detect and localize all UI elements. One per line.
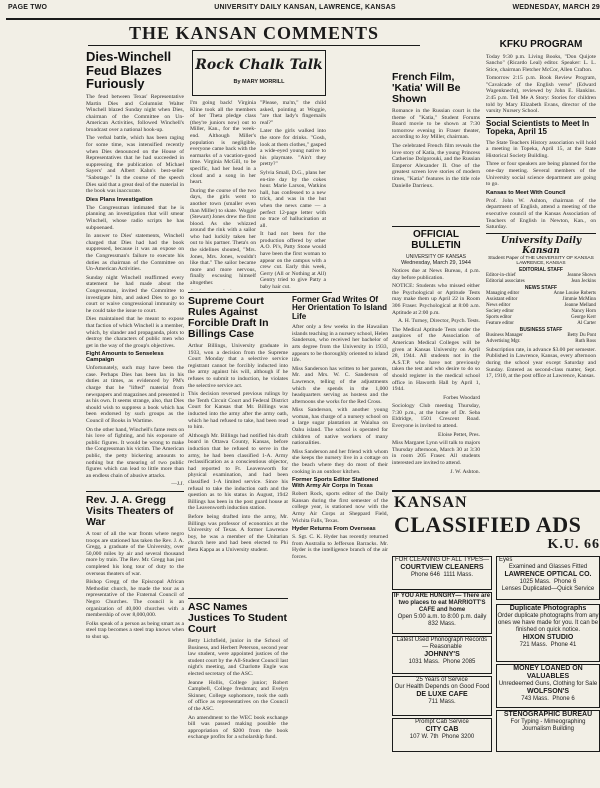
ad-address: 832 Mass. (428, 621, 456, 627)
staff-person: Anne Louise Roberts (553, 290, 596, 296)
bulletin-subtitle: UNIVERSITY OF KANSAS (406, 254, 466, 260)
ad-title: JOHNNY'S (424, 651, 460, 658)
dies-paragraph: The feud between Texas' Representative Martin Dies and Columnist Walter Winchell blazed Sunday night when Dies, chairman of the Committee on Un-American Activities, followed Winchell's broadcast over a national hook-up. (86, 93, 184, 133)
section-rule (486, 117, 596, 118)
ad-text (393, 572, 491, 579)
rock-chalk-column-2 (260, 100, 326, 290)
supreme-court-paragraph: Arthur Billings, University graduate in 1933, won a decision from the Supreme Court Monday that a selective service registrant cannot be forcibly inducted into the army against his will, although if he refuses to submit to induction, he violates the selective service act. (188, 343, 288, 389)
staff-person: Jean Jeckins (571, 278, 596, 284)
staff-role: Sports editor (486, 314, 512, 320)
kfku-paragraph: Today 9:30 p.m. Living Books, "Don Quijote Sancho" (Ricardo Leal) editor. Speaker: L. L. Stice, chairman Fletcher McCor, Allen Crafton. (486, 53, 596, 73)
bulletin-signature: J. W. Ashton. (450, 468, 480, 475)
staff-row (486, 339, 596, 345)
staff-directory (486, 273, 596, 285)
supreme-court-paragraph: Although Mr. Billings had notified his draft board in Ottawa County, Kansas, before induction that he refused to serve in the army, he had been classified 1-A. Army reclassification as a conscientious objector, had reported to Ft. Leavenworth for physical examination, and had been classified 1-A limited service. Since his refusal to take the induction oath and the question as to his status in August, 1942 Billings has been in the post guard house at the Leavenworth induction station. (188, 432, 288, 512)
ad-city-cab (392, 718, 492, 752)
business-staff-label: BUSINESS STAFF (519, 326, 563, 333)
ad-text: For Typing - Mimeographing Journalism Building (510, 719, 586, 732)
paper-name: UNIVERSITY DAILY KANSAN, LAWRENCE, KANSAS (214, 4, 396, 11)
staff-role: Feature editor (486, 320, 514, 326)
ad-hixon-studio (496, 604, 600, 662)
former-grad-subhead: Hyder Returns From Overseas (292, 526, 376, 533)
masthead-subtitle: Student Paper of THE UNIVERSITY OF KANSAS (488, 255, 594, 261)
rock-chalk-paragraph (190, 289, 256, 290)
section-rule (188, 292, 332, 293)
masthead-title: University Daily Kansan (500, 235, 582, 256)
staff-person: George Kerr (570, 314, 596, 320)
rev-gregg-headline: Rev. J. A. Gregg Visits Theaters of War (86, 493, 174, 529)
dies-subhead: Dies Plans Investigation (86, 196, 153, 203)
ad-text: Open 5:00 a.m. to 8:00 p.m. daily (397, 614, 487, 620)
former-grad-paragraph: Miss Sanderson has written to her parents, Mr. and Mrs. W. C. Sanderson of Lawrence, telling of the adjustments which she spends in the 1,000 headquarters serving as hostess and the afternoons she works for the Red Cross. (292, 365, 388, 405)
staff-role: Business Manager (486, 332, 523, 338)
staff-role: Managing editor (486, 290, 520, 296)
staff-role: Assistant editor (486, 296, 518, 302)
dies-headline: Dies-Winchell Feud Blazes Furiously (86, 50, 172, 92)
kansan-comments-banner: THE KANSAN COMMENTS (128, 23, 380, 43)
staff-directory (486, 291, 596, 327)
classified-phone-banner: K.U. 66 (547, 537, 600, 552)
rev-gregg-paragraph: Bishop Gregg of the Episcopal African Methodist church, he made the tour as a representative of the Fraternal Council of Negro Churches. The council is an organization of 40,000 churches with a membership of over 8,000,000. (86, 579, 184, 619)
french-film-paragraph: The celebrated French film reveals the love story of Katia, the young Princess Catherine Dolgorouki, and the Russian Emperor Alexander II. One of the greatest screen love stories of modern times, "Katia" features in the title role Danielle Darrieux. (392, 143, 480, 189)
ad-johnnys (392, 636, 492, 674)
ad-courtview (392, 556, 492, 590)
ad-title: LAWRENCE OPTICAL CO. (504, 571, 592, 578)
ad-title: STENOGRAPHIC BUREAU (503, 711, 593, 718)
asc-paragraph: An amendment to the WEC book exchange bill was passed making possible the appropriation of $200 from the book exchange profits for a scholarship fund. (188, 714, 288, 741)
bulletin-note: Notices due at News Bureau, 4 p.m. day before publication. (392, 268, 480, 281)
former-grad-paragraph: S. Sgt. C. K. Hyder has recently returned from Australia to Jefferson Barracks. Mr. Hyder is the intelligence branch of the air forces. (292, 534, 388, 560)
dies-paragraph: Sunday night Winchell reaffirmed every statement he had made about the Congressman, invited the Committee to investigate him, and asked Dies to go to court or waive congressional immunity so he could take the issue to court. (86, 274, 184, 314)
ad-address: 743 Mass. (521, 696, 549, 702)
social-paragraph: Three or four speakers are being planned for the one-day meeting. Several members of the University social science department are going to go. (486, 161, 596, 188)
bulletin-item: Sociology Club meeting Thursday, 7:30 p.m., at the home of Dr. Seba Eldridge, 1501 Crescent Road. Everyone is invited to attend. (392, 403, 480, 430)
staff-person: Al Carter (577, 320, 596, 326)
supreme-court-headline: Supreme Court Rules Against Forcible Draft In Billings Case (188, 296, 269, 341)
ad-title: CITY CAB (425, 726, 459, 733)
bulletin-signature: Forbes Woodard (443, 394, 480, 401)
staff-person: Jimmie McMinn (562, 296, 596, 302)
ad-phone: Phone 3200 (441, 734, 475, 740)
kansas-council-paragraph: Prof. John W. Ashton, chairman of the department of English, attend a meeting of the executive council of the Kansas Association of Teachers of English in Newton, Kan., on Saturday. (486, 197, 596, 231)
classified-banner-ads: CLASSIFIED ADS (394, 512, 582, 537)
supreme-court-paragraph: Before being drafted into the army, Mr. Billings was professor of economics at the University of Texas. A former Lawrence boy, he was a member of the Unitarian church here and had been elected to Phi Beta Kappa as a University student. (188, 513, 288, 553)
staff-person: Jeanne Shown (567, 272, 596, 278)
page-number: PAGE TWO (8, 4, 48, 11)
former-grad-headline: Former Grad Writes Of Her Orientation To Island Life (292, 296, 387, 321)
bulletin-date: Wednesday, March 29, 1944 (401, 260, 471, 266)
ad-text: Lenses Duplicated—Quick Service (501, 586, 595, 592)
asc-paragraph: Betty Lichtfield, junior in the School of Business, and Herbert Peterson, second year law student, were appointed justices of the student court by the All-Student Council last night's meeting, and Charlotte Engle was elected secretary of the ASC. (188, 638, 288, 678)
rock-chalk-box (192, 50, 326, 96)
kfku-title: KFKU PROGRAM (499, 40, 583, 50)
news-staff-label: NEWS STAFF (524, 284, 558, 291)
dies-paragraph: Unfortunately, such may have been the case. Perhaps Dies has been lax in his duties at times, as evidenced by PM's charge that he "lifted" material from newspapers and magazines and presented it as his own. It seems strange, also, that Dies should wish to suppress a book which has been endorsed by such groups as the Council of Books in Wartime. (86, 365, 184, 425)
dies-paragraph: The Congressman intimated that he is planning an investigation that will smear Winchell, whose radio scripts he has subpoenaed. (86, 204, 184, 231)
staff-role: Editor-in-chief (486, 272, 516, 278)
bulletin-item: NOTICE: Students who missed either the Psychological or Aptitude Tests may make them up April 22 in Room 306 Fraser. Psychological at 8:00 a.m. Aptitude at 2:00 p.m. (392, 283, 480, 316)
ad-address: 1025 Mass. (519, 579, 551, 585)
ad-text (497, 696, 599, 703)
dies-paragraph: The verbal battle, which has been raging for some time, was intensified recently when Dies denounced on the House of Representatives that he had succeeded in suppressing the publication of Michael Sayers' and Albert Kahn's best-seller "Sabotage." In the course of the speech Dies said that a great deal of the material in the book was inaccurate. (86, 135, 184, 195)
right-column (486, 40, 596, 460)
bulletin-signature: Eloise Pettet, Pres. (438, 431, 480, 438)
ad-stenographic-bureau (496, 710, 600, 752)
bulletin-item: The Medical Aptitude Tests under the auspices of the Association of American Medical Colleges will be given at Kansas University on April 28, 1944. All students not in the A.S.T.P. who have not previously taken the test and who desire to do so should register in the medical school office in Haworth Hall by April 1, 1944. (392, 326, 480, 393)
column-editorial (86, 50, 184, 780)
supreme-court-paragraph: This decision reversed previous rulings by the Tenth Circuit Court and Federal District Court for Kansas that Mr. Billings was inducted into the army after the army oath, which he had refused to take, had been read to him. (188, 391, 288, 431)
ad-phone: Phone 6 (554, 579, 577, 585)
staff-directory (486, 333, 596, 345)
bulletin-signature: A. H. Turney, Director, Psych. Tests. (397, 318, 480, 325)
ad-title: HIXON STUDIO (522, 634, 574, 641)
bulletin-title: OFFICIAL BULLETIN (411, 229, 461, 251)
issue-date: WEDNESDAY, MARCH 29 (512, 4, 600, 11)
ad-text (497, 579, 599, 586)
ad-address: 107 W. 7th (409, 734, 439, 740)
rock-chalk-paragraph: Sylvia Small, D.G., plans her en-tire day by the cokes hour. Marie Larson, Watkins hall, has confessed to a new trick, and was in the hut when the news came — a perfect 12-page letter with no trace of hallucination at all. (260, 169, 326, 229)
classified-rule (392, 490, 600, 492)
social-paragraph: The State Teachers History association will hold a meeting in Topeka, April 15, at the State Historical Society Building. (486, 139, 596, 159)
staff-role: News editor (486, 302, 511, 308)
former-grad-paragraph: Miss Sanderson, with another young woman, has charge of a nursery school on a large sugar plantation at Waialua on Oahu island. The school is operated for children of native workers of many nationalities. (292, 407, 388, 447)
staff-role: Society editor (486, 308, 514, 314)
former-grad-paragraph: Miss Sanderson and her friend with whom she keeps the nursery live in a cottage on the beach where they do most of their cooking in an outdoor kitchen. (292, 448, 388, 475)
ad-phone: Phone 41 (550, 642, 577, 648)
ad-text: IF YOU ARE HUNGRY— There are two places to eat MARRIOTT'S CAFE and home (393, 593, 491, 613)
banner-rule (88, 45, 420, 46)
ad-address: 1111 Mass. (443, 572, 474, 578)
social-headline: Social Scientists to Meet In Topeka, April 15 (486, 118, 590, 137)
ad-title: COURTVIEW CLEANERS (400, 564, 484, 571)
masthead-location: LAWRENCE, KANSAS (516, 260, 566, 266)
ad-phone: Phone 646 (410, 572, 440, 578)
french-film-headline: French Film, 'Katia' Will Be Shown (392, 72, 461, 106)
dies-subhead: Fight Amounts to Senseless Campaign (86, 351, 164, 364)
rock-chalk-paragraph: "Please, ma'm," the child asked, pointing at Woggie, "are that lady's fingernails real?" (260, 100, 326, 126)
section-rule (188, 598, 288, 599)
dies-paragraph: In answer to Dies' statements, Winchell charged that Dies had had the book suppressed, because it was an expose on the Congressman's failure to execute his duties as chairman of the Committee on Un-American Activities. (86, 233, 184, 273)
staff-person: Betty Du Pont (567, 332, 596, 338)
former-grad-paragraph: After only a few weeks in the Hawaiian islands teaching in a nursery school, Helen Sanderson, who received her bachelor of arts degree from the University in 1933, appears to be thoroughly oriented to island life. (292, 324, 388, 364)
ad-text (393, 659, 491, 666)
kfku-paragraph: Tomorrow 2:15 p.m. Book Review Program, "Cavalcade of the English verse" (Edward Wagenknecht), reviewed by John E. Hankins. 2:45 p.m. Tell Me A Story: Stories for children told by Mary Elizabeth Evans, director of the varsity Nursery School. (486, 75, 596, 115)
rock-chalk-paragraph: Later the girls walked into the store for drinks. "Gosh, look at them clothes," gasped a wide-eyed young native to his playmate. "Ain't they pretty?" (260, 128, 326, 168)
staff-person: Nancy Horn (571, 308, 596, 314)
french-film-story (392, 72, 480, 222)
supreme-court-story (188, 296, 288, 596)
rock-chalk-paragraph: I'm going back! Virginia Kline took all the members of her Theta pledge class (they're juniors now) out to Miller, Kan., for the week-end. Although Miller's population is negligible, everyone came back with the earmarks of a vacation-good time. Virginia McGill, to be specific, had her head in a cloud and a song in her heart. (190, 100, 256, 186)
rock-chalk-paragraph: It had not been for the production offered by other A.O. Pi's, Patty Stone would have been the first woman to appear on the campus with a crew cut. Early this week, Gerry (All or Nothing at All) Gentry tried to give Patty a baby hair cut. (260, 231, 326, 290)
staff-person: Ruth Ross (575, 338, 596, 344)
rock-chalk-paragraph: During the course of the two days, the girls went to another town (smaller even than Miller) to skate. Woggie (Stewart) Jones drew the first blood. As she whizzed around the rink with a sailor who had luckily taken her out to his partner. Theta's on the sidelines shouted, "Mrs. Jones, Mrs. Jones, wouldn't like that." The sailor became more and more nervous, finally excusing himself altogether. (190, 187, 256, 287)
section-rule (86, 491, 184, 492)
rev-gregg-paragraph: A tour of all the war fronts where negro troops are stationed has taken the Rev. J. A. Gregg, a graduate of the University, over 50,000 miles by air and several thousand more by train. The Rev. Mr. Gregg has just completed his long tour of duty to the overseas theaters of war. (86, 531, 184, 577)
ad-marriotts (392, 592, 492, 634)
ad-phone: Phone 6 (552, 696, 575, 702)
ad-text: Unredeemed Guns, Clothing for Sale (498, 681, 598, 687)
french-film-paragraph: Romance in the Russian court is the theme of "Katia," Student Forums Board movie to be shown at 7:30 tomorrow evening in Fraser theater, according to Joy Miller, chairman. (392, 108, 480, 141)
staff-role: Advertising Mgr. (486, 338, 521, 344)
ad-text: Eyes (499, 557, 513, 563)
editorial-signature: —J.J. (171, 481, 184, 488)
ad-text (497, 642, 599, 649)
rev-gregg-paragraph: Folks speak of a person as being smart as a steel trap becomes a steel trap knows when to shut up. (86, 620, 184, 640)
staff-role: Editorial associates (486, 278, 525, 284)
section-rule (486, 233, 596, 234)
former-grad-subhead: Former Sports Editor Stationed With Army Air Corps in Texas (292, 477, 379, 490)
ad-text: Our Health Depends on Good Food (394, 684, 490, 690)
asc-paragraph: Jeanne Hollis, College junior; Robert Campbell, College freshman; and Evelyn Skinner, College sophomore, took the oath of office as representatives on the Council of the ASC. (188, 679, 288, 712)
ad-address: 711 Mass. (428, 699, 456, 705)
masthead-note: Subscription rate, in advance $3.00 per semester. Published in Lawrence, Kansas, every afternoon during the school year except Saturday and Sunday. Entered as second-class matter, Sept. 17, 1910, at the post office at Lawrence, Kansas. (486, 346, 596, 380)
ad-text: 25 Years of Service (416, 677, 468, 683)
bulletin-item: Miss Margaret Lynn will talk to majors Thursday afternoon, March 30 at 3:30 in room 205 Fraser. All students interested are invited to attend. (392, 440, 480, 467)
ad-phone: Phone 2085 (443, 659, 476, 665)
ad-text (393, 734, 491, 741)
ad-text: Examined and Glasses Fitted (508, 564, 588, 570)
ad-text: Latest Used Phonograph Records — Reasonable (396, 637, 488, 650)
asc-story (188, 602, 288, 782)
ad-lawrence-optical (496, 556, 600, 600)
asc-headline: ASC Names Justices To Student Court (188, 602, 287, 636)
classified-banner-kansan: KANSAN (394, 494, 468, 511)
kansas-council-headline: Kansas to Meet With Council (486, 189, 566, 196)
former-grad-story (292, 296, 388, 782)
ad-address: 1031 Mass. (408, 659, 440, 665)
dies-paragraph: On the other hand, Winchell's fame rests on his love of fighting, and his exposure of public figures. It would be wrong to make the Congressman his victim. The American public, the petty bickering amounts to nothing but the smearing of two public figures which can lead to little more than an endless chain of abusive attacks. (86, 426, 184, 479)
header-rule (6, 18, 600, 20)
ad-deluxe-cafe (392, 676, 492, 716)
former-grad-paragraph: Robert Rock, sports editor of the Daily Kansan during the first semester of the college year, is stationed now with the Army Air Corps at Sheppard Field, Wichita Falls, Texas. (292, 491, 388, 524)
editorial-staff-label: EDITORIAL STAFF (519, 266, 563, 273)
ad-text: FOR CLEANING OF ALL TYPES— (394, 557, 490, 563)
ad-text: Order duplicate photographs from any ones we have made for you. It can be finished on quick notice. (497, 613, 599, 633)
rock-chalk-column-1 (190, 100, 256, 290)
ad-address: 721 Mass. (519, 642, 548, 648)
ad-title: DE LUXE CAFE (416, 691, 468, 698)
ad-wolfsons (496, 664, 600, 708)
ad-title: MONEY LOANED ON VALUABLES (513, 665, 583, 680)
rock-chalk-title: Rock Chalk Talk (195, 57, 323, 73)
dies-paragraph: Dies maintained that he meant to expose that faction of which Winchell is a member, which, by slander and propaganda, plots to destroy the characters of public men who get in the way of the group's objectives. (86, 316, 184, 349)
ad-title: Duplicate Photographs (509, 605, 587, 612)
staff-person: Jeanne Melland (564, 302, 596, 308)
official-bulletin (392, 226, 480, 487)
rock-chalk-byline: By MARY MORRILL (233, 79, 285, 85)
ad-title: WOLFSON'S (526, 688, 570, 695)
ad-text: Prompt Cab Service (415, 719, 469, 725)
